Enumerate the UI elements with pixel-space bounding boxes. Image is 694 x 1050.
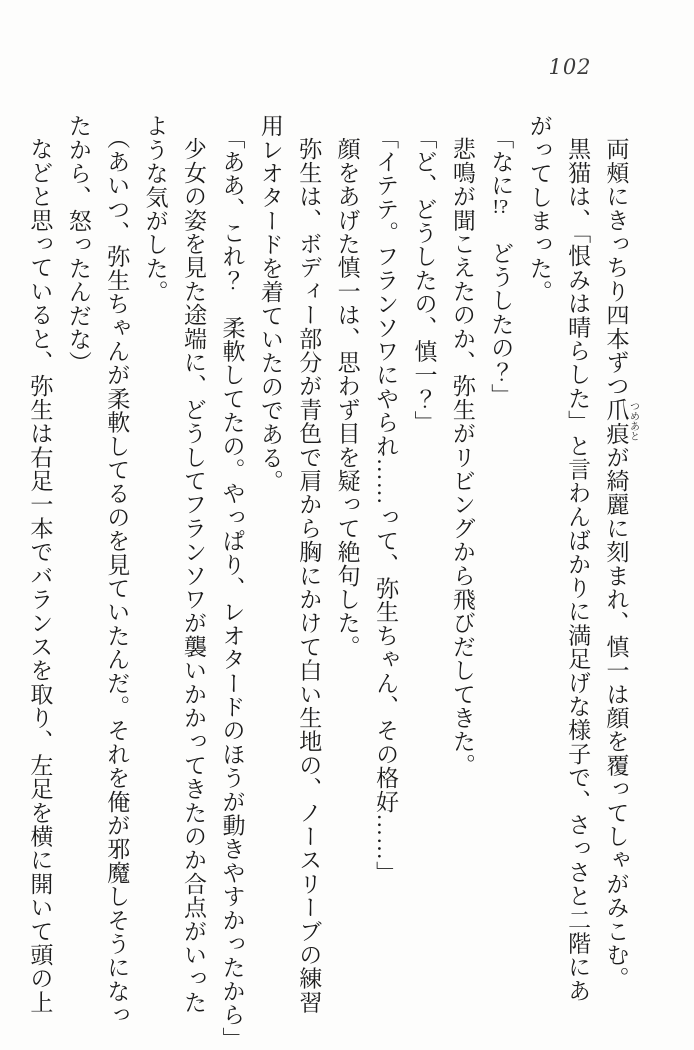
text-line-11: 「ああ、これ？ 柔軟してたの。やっぱり、レオタードのほうが動きやすかったから」 bbox=[219, 125, 245, 1050]
text-line-13: ような気がした。 bbox=[142, 114, 168, 304]
text-line-14: （あいつ、弥生ちゃんが柔軟してるのを見ていたんだ。それを俺が邪魔しそうになっ bbox=[104, 125, 130, 1027]
text-line-12: 少女の姿を見た途端に、どうしてフランソワが襲いかかってきたのか合点がいった bbox=[181, 137, 207, 1014]
text-line-8: 顔をあげた慎一は、思わず目を疑って絶句した。 bbox=[334, 137, 360, 659]
tatechuyoko-text: !? bbox=[492, 196, 509, 217]
text-line-7: 「イテテ。フランソワにやられ……って、弥生ちゃん、その格好……」 bbox=[373, 125, 399, 884]
page-number: 102 bbox=[548, 55, 592, 79]
text-line-4: 「なに!? どうしたの？」 bbox=[488, 125, 514, 407]
vertical-text-block bbox=[20, 114, 639, 1050]
text-line-15: たから、怒ったんだな） bbox=[65, 114, 91, 375]
text-line-16: などと思っていると、弥生は右足一本でバランスを取り、左足を横に開いて頭の上 bbox=[27, 137, 53, 1014]
text-line-2: 黒猫は、「恨みは晴らした」と言わんばかりに満足げな様子で、さっさと二階にあ bbox=[565, 137, 591, 1003]
text-line-6: 「ど、どうしたの、慎一？」 bbox=[411, 125, 437, 434]
text-line-5: 悲鳴が聞こえたのか、弥生がリビングから飛びだしてきた。 bbox=[449, 137, 475, 777]
ruby-annotated-word: 爪痕 つめあと bbox=[603, 397, 639, 446]
text-line-3: がってしまった。 bbox=[526, 114, 552, 304]
text-line-10: 用レオタードを着ていたのである。 bbox=[257, 114, 283, 494]
text-line-1: 両頰にきっちり四本ずつ爪痕 つめあとが綺麗に刻まれ、慎一は顔を覆ってしゃがみこむ。 bbox=[603, 137, 639, 991]
text-line-9: 弥生は、ボディー部分が青色で肩から胸にかけて白い生地の、ノースリーブの練習 bbox=[296, 137, 322, 1014]
